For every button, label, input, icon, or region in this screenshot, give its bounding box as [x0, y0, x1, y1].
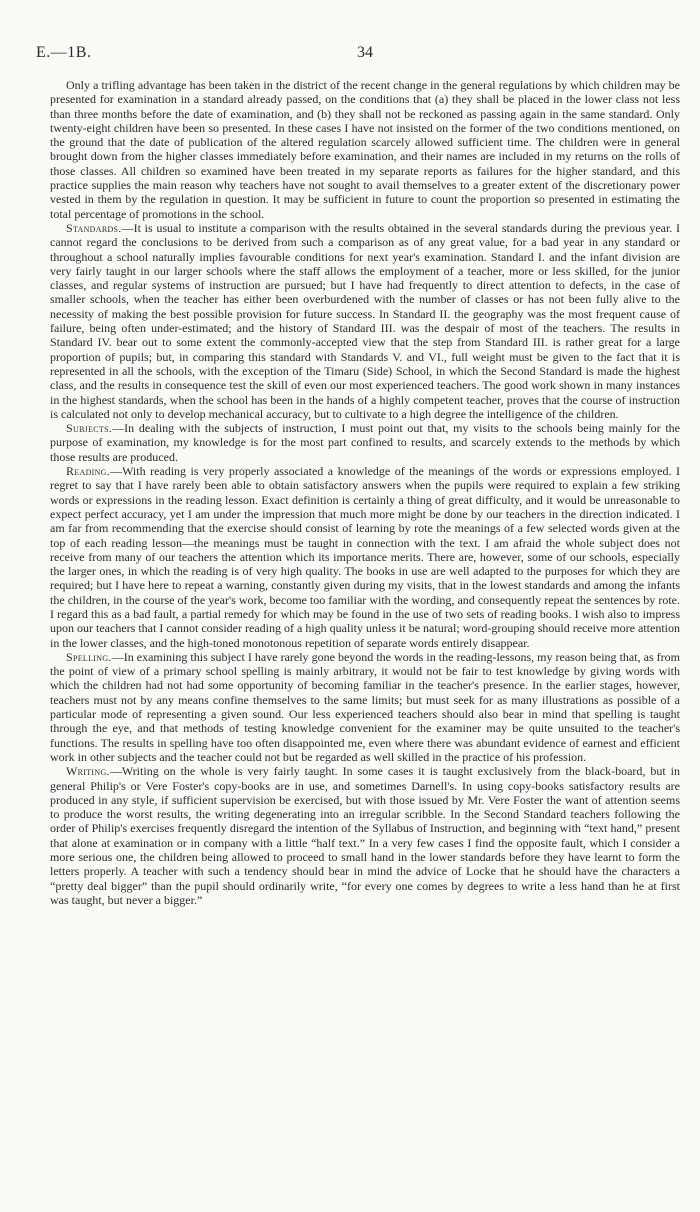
- report-body: [50, 78, 680, 907]
- paragraph-subjects: Subjects.—In dealing with the subjects of instruction, I must point out that, my visits to the schools being mainly for the purpose of examination, my knowledge is for the most part confined to results, and scarcely extends to the methods by which those results are produced.: [50, 421, 680, 464]
- document-page: [36, 44, 680, 907]
- paragraph-text: Writing on the whole is very fairly taught. In some cases it is taught exclusively from the black-board, but in general Philip's or Vere Foster's copy-books are in use, and sometimes Darnell's. In using copy-books satisfactory results are produced in any style, if sufficient supervision be exercised, but with those issued by Mr. Vere Foster the want of attention seems to produce the worst results, the writing degenerating into an irregular scribble. In the Second Standard teachers following the order of Philip's exercises frequently disregard the intention of the Syllabus of Instruction, and beginning with “text hand,” present that alone at examination or in company with a little “half text.” In a very few cases I find the opposite fault, which I consider a more serious one, the children being allowed to proceed to small hand in the lower standards before they have learnt to form the letters properly. A teacher with such a tendency should bear in mind the advice of Locke that he should have the characters a “pretty deal bigger” than the pupil should ordinarily write, “for every one comes by degrees to write a less hand than he at first was taught, but never a bigger.”: [50, 764, 680, 907]
- section-heading-spelling: Spelling.: [66, 649, 112, 664]
- paragraph-text: In examining this subject I have rarely gone beyond the words in the reading-lessons, my reason being that, as from the point of view of a primary school spelling is mainly arbitrary, it would not be fair to test knowledge by giving words with which the children had not had some opportunity of becoming familiar in the teacher's presence. In the earlier stages, however, teachers must not by any means confine themselves to the same limits; but must seek for as many illustrations as possible of a particular mode of representing a given sound. Our less experienced teachers should also bear in mind that spelling is taught through the eye, and that methods of testing knowledge convenient for the examiner may be quite unsuited to the teacher's functions. The results in spelling have too often disappointed me, even where there was abundant evidence of earnest and efficient work in other subjects and the teacher could not but be regarded as well skilled in the practice of his profession.: [50, 649, 680, 764]
- paragraph-text: Only a trifling advantage has been taken in the district of the recent change in the general regulations by which children may be presented for examination in a standard already passed, on the conditions that (a) they shall be placed in the lower class not less than three months before the date of examination, and (b) they shall not be reckoned as passing again in the same standard. Only twenty-eight children have been so presented. In these cases I have not insisted on the former of the two conditions mentioned, on the ground that the date of publication of the altered regulation scarcely allowed sufficient time. The children were in general brought down from the higher classes immediately before examination, and their names are included in my returns on the rolls of those classes. All children so examined have been treated in my separate reports as failures for the higher standard, and this practice supplies the main reason why teachers have not sought to avail themselves to a greater extent of the discretionary power vested in them by the regulation in question. It may be sufficient in future to count the proportion so presented in estimating the total percentage of promotions in the school.: [50, 78, 680, 221]
- page-number: 34: [357, 44, 373, 61]
- paragraph-spelling: Spelling.—In examining this subject I have rarely gone beyond the words in the reading-lessons, my reason being that, as from the point of view of a primary school spelling is mainly arbitrary, it would not be fair to test knowledge by giving words with which the children had not had some opportunity of becoming familiar in the teacher's presence. In the earlier stages, however, teachers must not by any means confine themselves to the same limits; but must seek for as many illustrations as possible of a particular mode of representing a given sound. Our less experienced teachers should also bear in mind that spelling is taught through the eye, and that methods of testing knowledge convenient for the examiner may be quite unsuited to the teacher's functions. The results in spelling have too often disappointed me, even where there was abundant evidence of earnest and efficient work in other subjects and the teacher could not but be regarded as well skilled in the practice of his profession.: [50, 649, 680, 764]
- section-heading-subjects: Subjects.: [66, 421, 113, 436]
- page-header: [36, 44, 680, 74]
- section-heading-standards: Standards.: [66, 220, 122, 235]
- section-heading-writing: Writing.: [66, 764, 110, 779]
- paragraph-standards: Standards.—It is usual to institute a comparison with the results obtained in the several standards during the previous year. I cannot regard the conclusions to be derived from such a comparison as of any great value, for a bad year in any standard or throughout a school naturally implies favourable conditions for next year's examination. Standard I. and the infant division are very fairly taught in our larger schools where the staff allows the employment of a teacher, more or less skilled, for the junior classes, and regular systems of instruction are pursued; but I have had frequently to direct attention to defects, in the case of smaller schools, when the teacher has either been overburdened with the number of classes or has not been fully alive to the necessity of making the best possible provision for future success. In Standard II. the geography was the most frequent cause of failure, being often under-estimated; and the history of Standard III. was the despair of most of the teachers. The results in Standard IV. bear out to some extent the commonly-accepted view that the step from Standard III. is rather great for a large proportion of pupils; but, in comparing this standard with Standards V. and VI., full weight must be given to the fact that it is represented in all the schools, with the exception of the Timaru (Side) School, in which the Second Standard is made the highest class, and the results in consequence test the skill of even our most experienced teachers. The good work shown in many instances in the highest standards, when the school has been in the hands of a highly competent teacher, proves that the course of instruction is calculated not only to develop mechanical accuracy, but to cultivate to a high degree the intelligence of the children.: [50, 220, 680, 421]
- paragraph-text: It is usual to institute a comparison with the results obtained in the several standards during the previous year. I cannot regard the conclusions to be derived from such a comparison as of any great value, for a bad year in any standard or throughout a school naturally implies favourable conditions for next year's examination. Standard I. and the infant division are very fairly taught in our larger schools where the staff allows the employment of a teacher, more or less skilled, for the junior classes, and regular systems of instruction are pursued; but I have had frequently to direct attention to defects, in the case of smaller schools, when the teacher has either been overburdened with the number of classes or has not been fully alive to the necessity of making the best possible provision for future success. In Standard II. the geography was the most frequent cause of failure, being often under-estimated; and the history of Standard III. was the despair of most of the teachers. The results in Standard IV. bear out to some extent the commonly-accepted view that the step from Standard III. is rather great for a large proportion of pupils; but, in comparing this standard with Standards V. and VI., full weight must be given to the fact that it is represented in all the schools, with the exception of the Timaru (Side) School, in which the Second Standard is made the highest class, and the results in consequence test the skill of even our most experienced teachers. The good work shown in many instances in the highest standards, when the school has been in the hands of a highly competent teacher, proves that the course of instruction is calculated not only to develop mechanical accuracy, but to cultivate to a high degree the intelligence of the children.: [50, 220, 680, 421]
- paragraph-writing: Writing.—Writing on the whole is very fairly taught. In some cases it is taught exclusively from the black-board, but in general Philip's or Vere Foster's copy-books are in use, and sometimes Darnell's. In using copy-books satisfactory results are produced in any style, if sufficient supervision be exercised, but with those issued by Mr. Vere Foster the want of attention seems to produce the worst results, the writing degenerating into an irregular scribble. In the Second Standard teachers following the order of Philip's exercises frequently disregard the intention of the Syllabus of Instruction, and beginning with “text hand,” present that alone at examination or in company with a little “half text.” In a very few cases I find the opposite fault, which I consider a more serious one, the children being allowed to proceed to small hand in the lower standards before they have learnt to form the letters properly. A teacher with such a tendency should bear in mind the advice of Locke that he should have the characters a “pretty deal bigger” than the pupil should ordinarily write, “for every one comes by degrees to write a less hand than he at first was taught, but never a bigger.”: [50, 764, 680, 907]
- paragraph-reading: Reading.—With reading is very properly associated a knowledge of the meanings of the words or expressions employed. I regret to say that I have rarely been able to obtain satisfactory answers when the pupils were required to explain a few striking words or expressions in the reading lesson. Exact definition is certainly a thing of great difficulty, and it would be unreasonable to expect perfect accuracy, yet I am under the impression that much more might be done by our teachers in the direction indicated. I am far from recommending that the exercise should consist of learning by rote the meanings of a few selected words given at the top of each reading lesson—the meanings must be taught in connection with the text. I am afraid the whole subject does not receive from many of our teachers the attention which its importance merits. There are, however, some of our schools, especially the larger ones, in which the reading is of very high quality. The books in use are well adapted to the purposes for which they are required; but I have here to repeat a warning, constantly given during my visits, that in the lowest standards and among the infants the children, in the course of the year's work, become too familiar with the wording, and consequently repeat the sentences by rote. I regard this as a bad fault, a partial remedy for which may be found in the use of two sets of reading books. I wish also to impress upon our teachers that I cannot consider reading of a high quality unless it be natural; word-grouping should receive more attention in the lower classes, and the high-toned monotonous repetition of separate words entirely disappear.: [50, 464, 680, 650]
- section-heading-reading: Reading.: [66, 464, 111, 479]
- document-reference: E.—1B.: [36, 44, 92, 61]
- paragraph-presentation: [50, 78, 680, 221]
- paragraph-text: In dealing with the subjects of instruction, I must point out that, my visits to the schools being mainly for the purpose of examination, my knowledge is for the most part confined to results, and scarcely extends to the methods by which those results are produced.: [50, 421, 680, 464]
- paragraph-text: With reading is very properly associated a knowledge of the meanings of the words or expressions employed. I regret to say that I have rarely been able to obtain satisfactory answers when the pupils were required to explain a few striking words or expressions in the reading lesson. Exact definition is certainly a thing of great difficulty, and it would be unreasonable to expect perfect accuracy, yet I am under the impression that much more might be done by our teachers in the direction indicated. I am far from recommending that the exercise should consist of learning by rote the meanings of a few selected words given at the top of each reading lesson—the meanings must be taught in connection with the text. I am afraid the whole subject does not receive from many of our teachers the attention which its importance merits. There are, however, some of our schools, especially the larger ones, in which the reading is of very high quality. The books in use are well adapted to the purposes for which they are required; but I have here to repeat a warning, constantly given during my visits, that in the lowest standards and among the infants the children, in the course of the year's work, become too familiar with the wording, and consequently repeat the sentences by rote. I regard this as a bad fault, a partial remedy for which may be found in the use of two sets of reading books. I wish also to impress upon our teachers that I cannot consider reading of a high quality unless it be natural; word-grouping should receive more attention in the lower classes, and the high-toned monotonous repetition of separate words entirely disappear.: [50, 464, 680, 650]
